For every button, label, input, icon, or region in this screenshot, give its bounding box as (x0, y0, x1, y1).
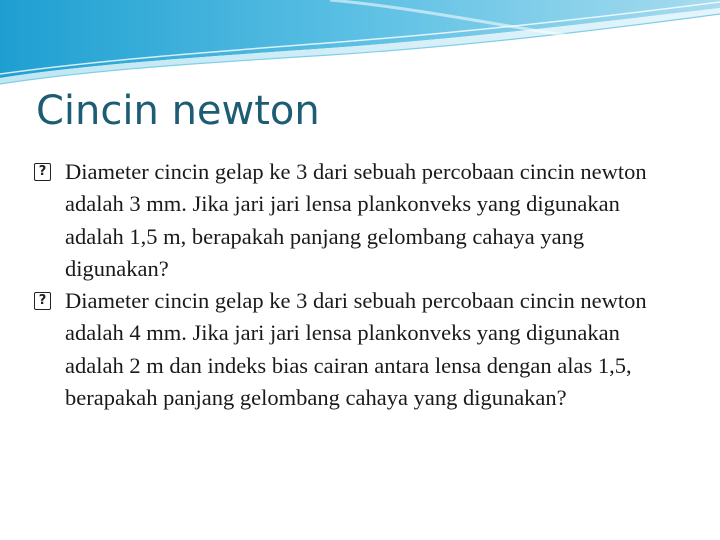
decorative-wave-header (0, 0, 720, 90)
bullet-item (34, 156, 684, 285)
bullet-item (34, 285, 684, 414)
bullet-list (34, 156, 684, 414)
missing-glyph-icon: ? (34, 163, 51, 181)
bullet-text: Diameter cincin gelap ke 3 dari sebuah percobaan cincin newton adalah 4 mm. Jika jari jari lensa plankonveks yang digunakan adalah 2 m dan indeks bias cairan antara lensa dengan alas 1,5, berapakah panjang gelombang cahaya yang digunakan? (65, 288, 647, 411)
missing-glyph-icon: ? (34, 292, 51, 310)
bullet-text: Diameter cincin gelap ke 3 dari sebuah percobaan cincin newton adalah 3 mm. Jika jari jari lensa plankonveks yang digunakan adalah 1,5 m, berapakah panjang gelombang cahaya yang digunakan? (65, 159, 647, 281)
slide-title: Cincin newton (36, 88, 320, 134)
